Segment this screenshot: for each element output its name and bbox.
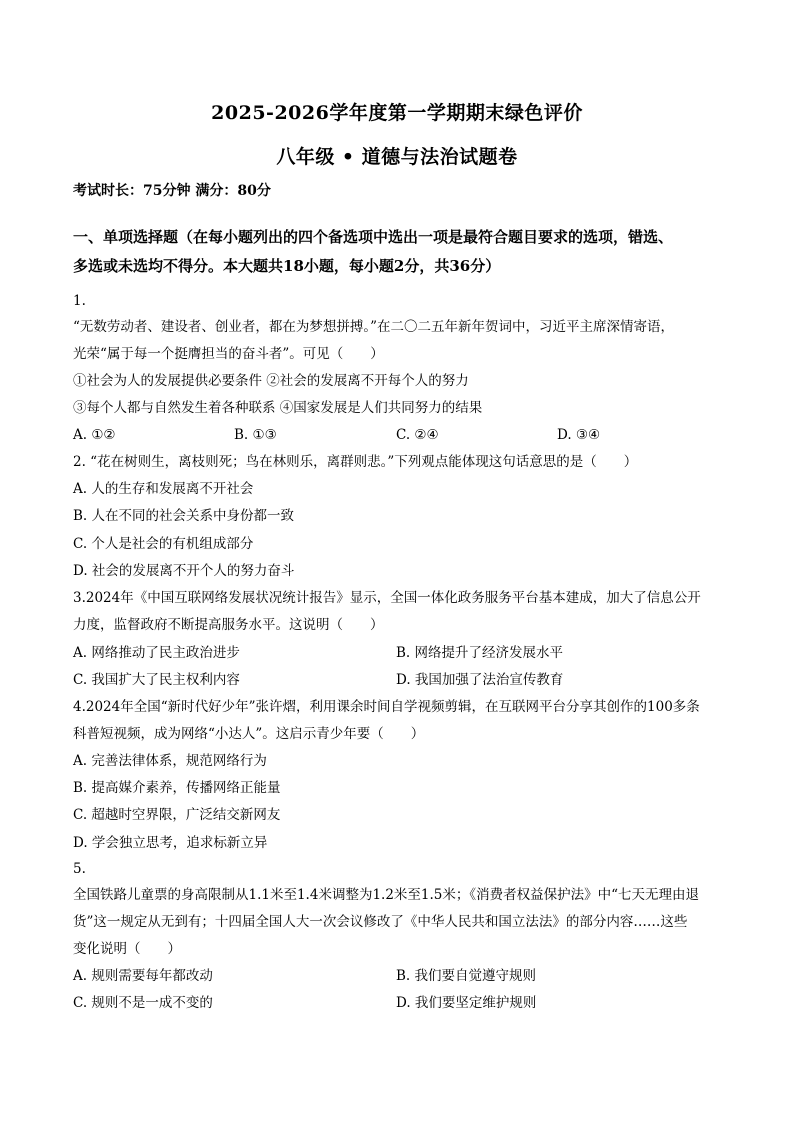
q5-stem-line2: 货”这一规定从无到有；十四届全国人大一次会议修改了《中华人民共和国立法法》的部分内容……这些 (73, 914, 688, 930)
q5-stem-line1: 全国铁路儿童票的身高限制从1.1米至1.4米调整为1.2米至1.5米；《消费者权益保护法》中“七天无理由退 (73, 887, 700, 903)
q5-option-a: A. 规则需要每年都改动 (73, 968, 213, 984)
q1-stem-line1: “无数劳动者、建设者、创业者，都在为梦想拼搏。”在二〇二五年新年贺词中，习近平主席深情寄语， (73, 319, 675, 335)
q1-option-a: A. ①② (73, 427, 116, 443)
q3-option-d: D. 我国加强了法治宣传教育 (396, 672, 564, 688)
q1-stem-line2: 光荣“属于每一个挺膺担当的奋斗者”。可见（ ） (73, 346, 384, 362)
exam-info: 考试时长：75分钟 满分：80分 (73, 183, 271, 199)
q1-option-b: B. ①③ (234, 427, 277, 443)
q3-stem-line2: 力度，监督政府不断提高服务水平。这说明（ ） (73, 617, 384, 633)
q5-option-b: B. 我们要自觉遵守规则 (396, 968, 537, 984)
q4-stem-line2: 科普短视频，成为网络“小达人”。这启示青少年要（ ） (73, 726, 425, 742)
q1-statement-line1: ①社会为人的发展提供必要条件 ②社会的发展离不开每个人的努力 (73, 373, 469, 389)
q4-option-b: B. 提高媒介素养，传播网络正能量 (73, 780, 281, 796)
q2-option-b: B. 人在不同的社会关系中身份都一致 (73, 508, 295, 524)
exam-title: 2025-2026学年度第一学期期末绿色评价 (211, 102, 583, 124)
q5-option-d: D. 我们要坚定维护规则 (396, 995, 537, 1011)
q5-stem-line3: 变化说明（ ） (73, 941, 181, 957)
q2-stem: 2. “花在树则生，离枝则死；鸟在林则乐，离群则悲。”下列观点能体现这句话意思的是（ ） (73, 454, 638, 470)
q1-number: 1. (73, 293, 86, 309)
q2-option-d: D. 社会的发展离不开个人的努力奋斗 (73, 563, 295, 579)
q4-option-c: C. 超越时空界限，广泛结交新网友 (73, 807, 281, 823)
q2-option-c: C. 个人是社会的有机组成部分 (73, 536, 254, 552)
section-heading-line1: 一、单项选择题（在每小题列出的四个备选项中选出一项是最符合题目要求的选项，错选、 (73, 228, 674, 246)
exam-subtitle: 八年级 • 道德与法治试题卷 (276, 146, 518, 168)
q4-option-d: D. 学会独立思考，追求标新立异 (73, 835, 268, 851)
q5-number: 5. (73, 861, 86, 877)
q1-option-d: D. ③④ (557, 427, 601, 443)
q3-option-b: B. 网络提升了经济发展水平 (396, 645, 564, 661)
q2-option-a: A. 人的生存和发展离不开社会 (73, 481, 254, 497)
q3-option-a: A. 网络推动了民主政治进步 (73, 645, 240, 661)
q3-option-c: C. 我国扩大了民主权利内容 (73, 672, 240, 688)
q5-option-c: C. 规则不是一成不变的 (73, 995, 213, 1011)
q4-stem-line1: 4.2024年全国“新时代好少年”张许熠，利用课余时间自学视频剪辑，在互联网平台分享其创作的100多条 (73, 699, 700, 715)
section-heading-line2: 多选或未选均不得分。本大题共18小题，每小题2分，共36分） (73, 257, 501, 275)
q1-option-c: C. ②④ (396, 427, 439, 443)
q4-option-a: A. 完善法律体系，规范网络行为 (73, 753, 267, 769)
q3-stem-line1: 3.2024年《中国互联网络发展状况统计报告》显示，全国一体化政务服务平台基本建成，加大了信息公开 (73, 590, 701, 606)
q1-statement-line2: ③每个人都与自然发生着各种联系 ④国家发展是人们共同努力的结果 (73, 400, 483, 416)
